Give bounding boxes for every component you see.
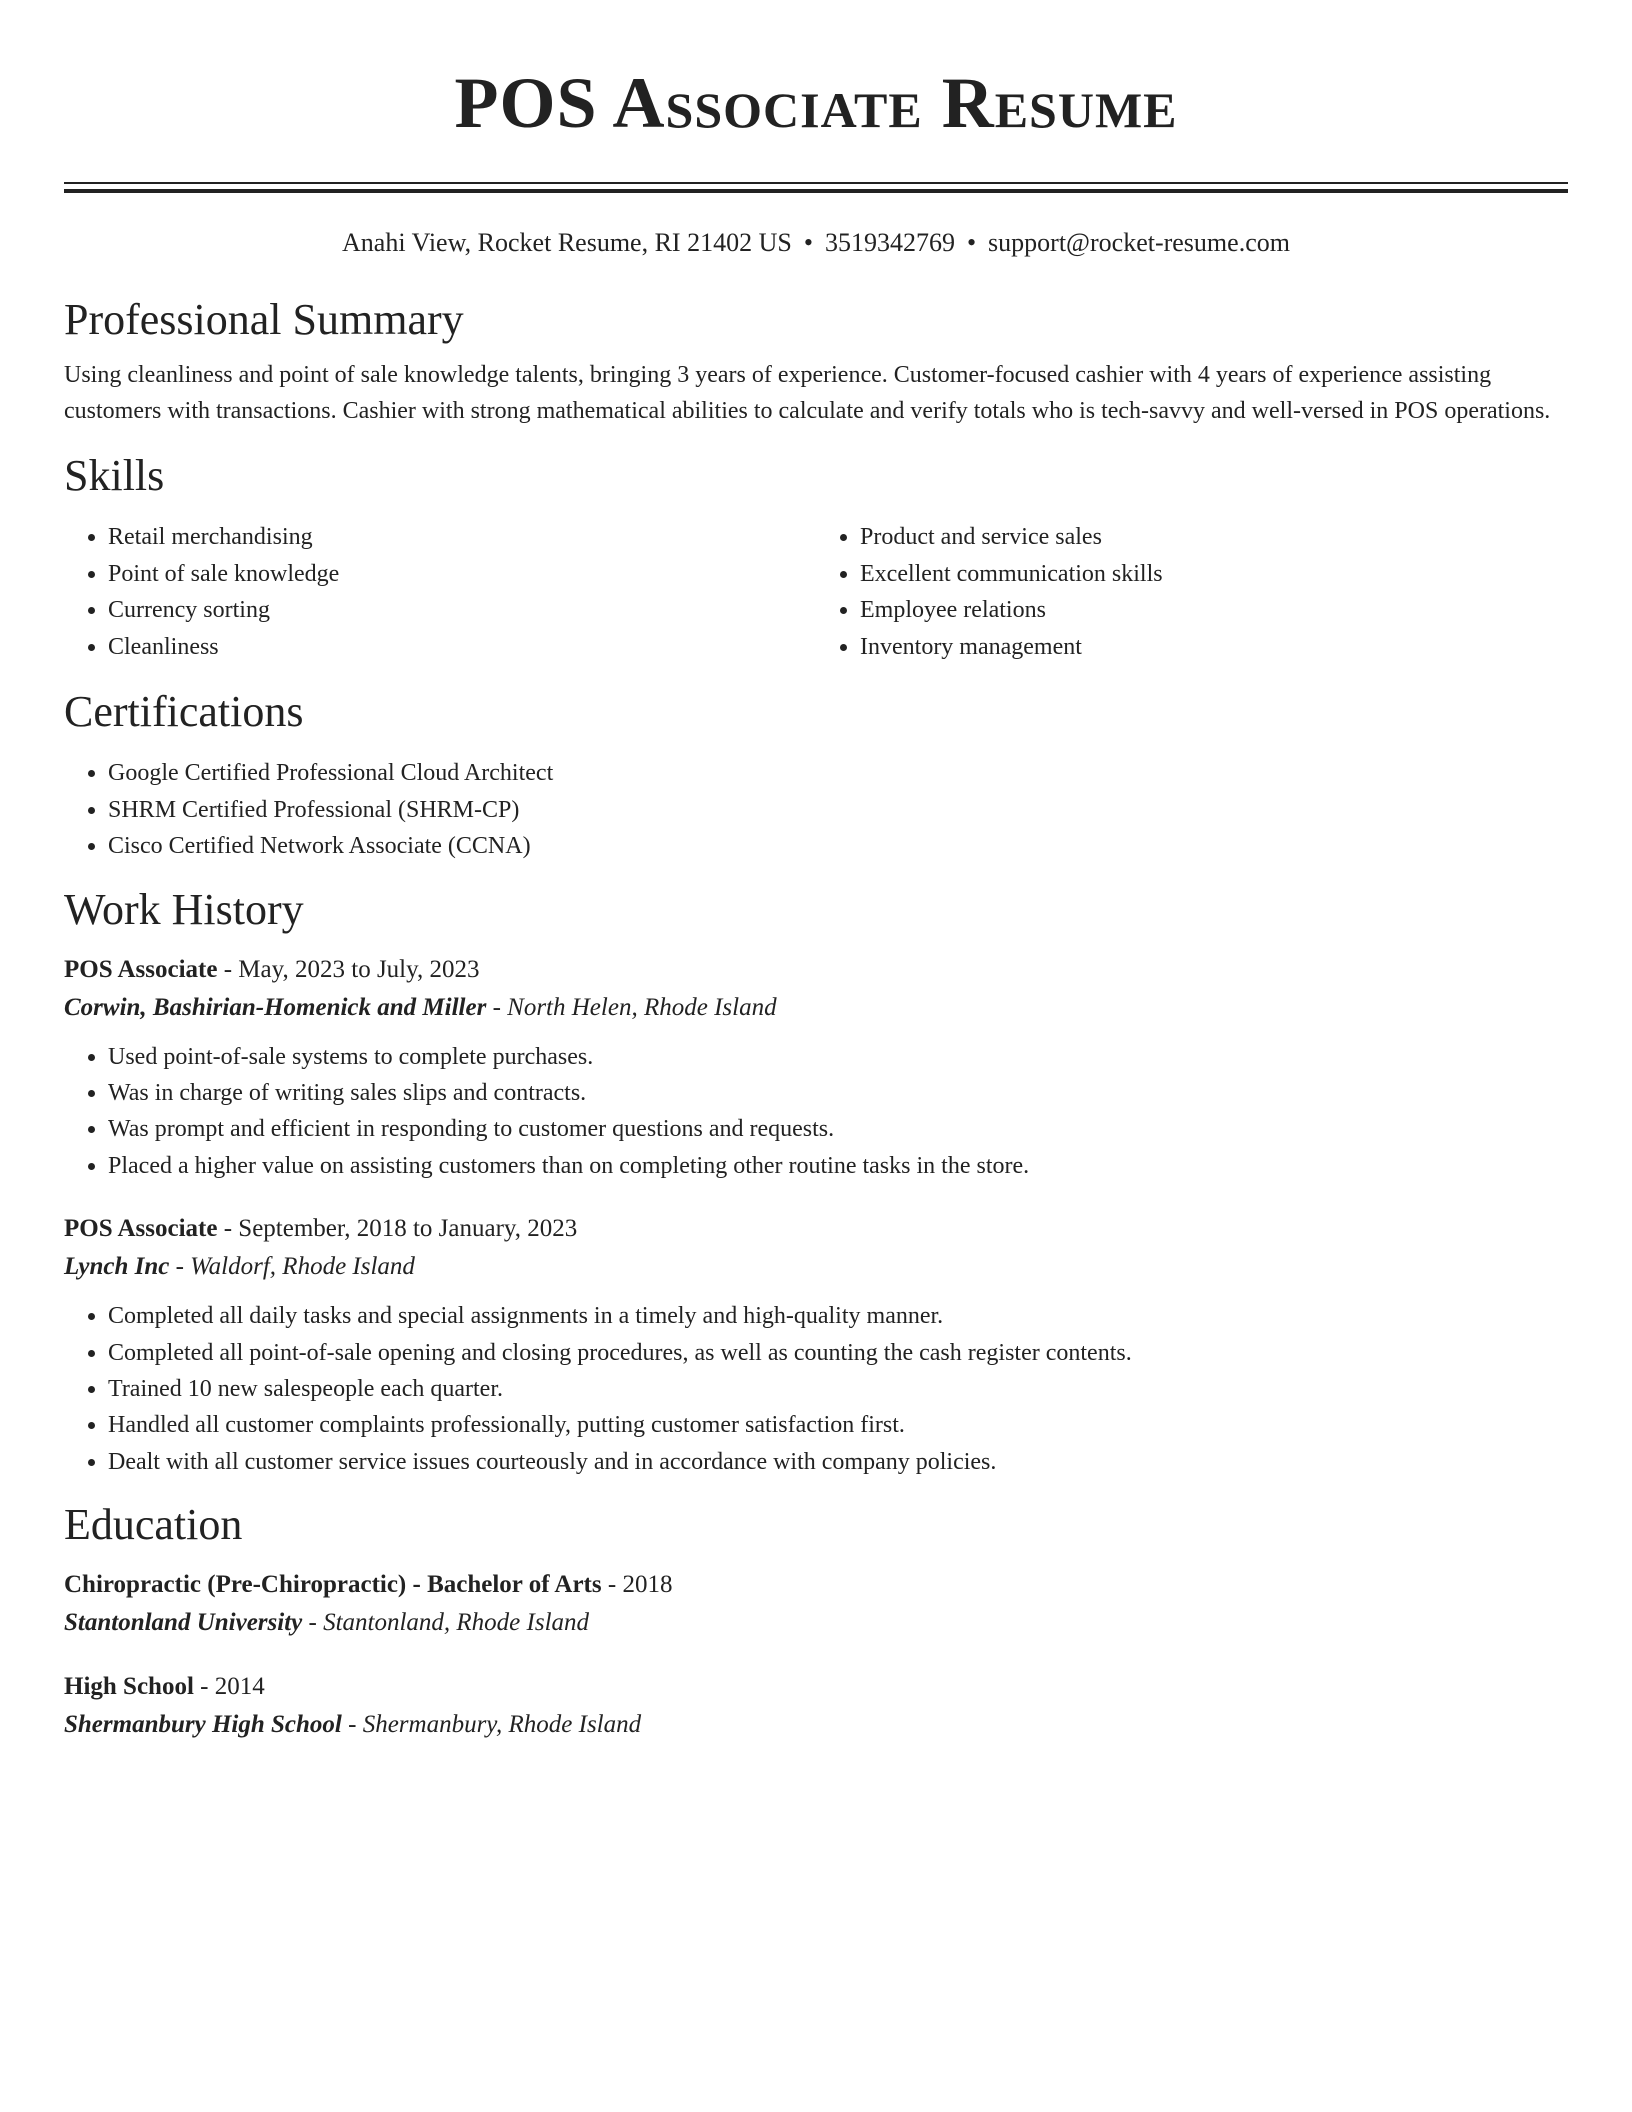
contact-separator: •: [966, 228, 977, 257]
job-location: Waldorf, Rhode Island: [190, 1253, 415, 1281]
job-duty-item: • Dealt with all customer service issues courteously and in accordance with company policies.: [108, 1444, 1568, 1480]
contact-phone: 3519342769: [824, 228, 955, 257]
skill-item: • Excellent communication skills: [860, 556, 1568, 593]
summary-section: [64, 293, 1568, 429]
job-duty-item: • Was in charge of writing sales slips and contracts.: [108, 1075, 1568, 1111]
education-degree-line: Chiropractic (Pre-Chiropractic) - Bachelor of Arts - 2018: [64, 1571, 673, 1599]
education-school-line: Stantonland University - Stantonland, Rhode Island: [64, 1609, 590, 1637]
job-title-line: POS Associate - September, 2018 to January, 2023: [64, 1215, 578, 1243]
job-duties-list: [64, 1039, 1568, 1185]
job-duty-item: • Placed a higher value on assisting customers than on completing other routine tasks in the store.: [108, 1148, 1568, 1184]
skill-item: • Inventory management: [860, 629, 1568, 666]
contact-separator: •: [803, 228, 813, 257]
education-entry: [64, 1668, 1568, 1744]
job-entry: [64, 951, 1568, 1185]
skills-left-list: [64, 519, 816, 665]
summary-text: Using cleanliness and point of sale knowledge talents, bringing 3 years of experience. Customer-focused cashier with 4 years of experience assisting customers with transactions. Cashier with strong mathematical abilities to calculate and verify totals who is tech-savvy and well-versed in POS operations.: [64, 362, 1551, 424]
job-title: POS Associate: [64, 1215, 218, 1243]
skills-section: [64, 449, 1568, 665]
certifications-heading: Certifications: [64, 687, 304, 736]
job-company-line: Corwin, Bashirian-Homenick and Miller - North Helen, Rhode Island: [64, 993, 777, 1021]
skill-item: • Product and service sales: [860, 519, 1568, 556]
work-history-section: [64, 883, 1568, 1481]
skills-right-list: [816, 519, 1568, 665]
skills-columns: [64, 519, 1568, 665]
resume-title: POS Associate Resume: [454, 63, 1178, 143]
job-dates: May, 2023 to July, 2023: [238, 955, 480, 983]
education-location: Shermanbury, Rhode Island: [362, 1711, 642, 1739]
contact-email: support@rocket-resume.com: [988, 228, 1290, 257]
job-duty-item: • Trained 10 new salespeople each quarter.: [108, 1371, 1568, 1407]
certification-item: • Google Certified Professional Cloud Architect: [108, 755, 1568, 792]
education-section: [64, 1498, 1568, 1744]
skill-item: • Retail merchandising: [108, 519, 816, 556]
summary-heading: Professional Summary: [64, 295, 464, 344]
contact-address: Anahi View, Rocket Resume, RI 21402 US: [342, 228, 792, 257]
skills-heading: Skills: [64, 451, 165, 500]
work-history-heading: Work History: [64, 884, 304, 934]
skill-item: • Point of sale knowledge: [108, 556, 816, 593]
job-company: Corwin, Bashirian-Homenick and Miller: [64, 993, 487, 1021]
skill-item: • Cleanliness: [108, 629, 816, 666]
certifications-list: [64, 755, 1568, 865]
education-school: Stantonland University: [64, 1609, 303, 1637]
job-company: Lynch Inc: [64, 1253, 170, 1281]
certifications-section: [64, 685, 1568, 865]
job-company-line: Lynch Inc - Waldorf, Rhode Island: [64, 1253, 415, 1281]
job-entry: [64, 1210, 1568, 1480]
education-school: Shermanbury High School: [64, 1711, 342, 1739]
contact-line: [64, 227, 1568, 259]
education-year: 2014: [214, 1673, 265, 1701]
education-degree: High School: [64, 1673, 194, 1701]
certification-item: • Cisco Certified Network Associate (CCNA): [108, 828, 1568, 865]
education-location: Stantonland, Rhode Island: [323, 1609, 590, 1637]
job-duties-list: [64, 1298, 1568, 1480]
education-heading: Education: [64, 1500, 243, 1550]
education-degree: Chiropractic (Pre-Chiropractic) - Bachelor of Arts: [64, 1571, 602, 1599]
job-title: POS Associate: [64, 955, 218, 983]
job-duty-item: • Completed all daily tasks and special assignments in a timely and high-quality manner.: [108, 1298, 1568, 1334]
education-school-line: Shermanbury High School - Shermanbury, Rhode Island: [64, 1711, 642, 1739]
education-entry: [64, 1566, 1568, 1642]
certification-item: • SHRM Certified Professional (SHRM-CP): [108, 792, 1568, 829]
job-duty-item: • Used point-of-sale systems to complete purchases.: [108, 1039, 1568, 1075]
title-divider: [64, 182, 1568, 193]
job-title-line: POS Associate - May, 2023 to July, 2023: [64, 955, 480, 983]
job-location: North Helen, Rhode Island: [507, 993, 777, 1021]
job-duty-item: • Was prompt and efficient in responding to customer questions and requests.: [108, 1111, 1568, 1147]
skill-item: • Employee relations: [860, 592, 1568, 629]
skill-item: • Currency sorting: [108, 592, 816, 629]
job-dates: September, 2018 to January, 2023: [238, 1215, 578, 1243]
education-degree-line: High School - 2014: [64, 1673, 265, 1701]
education-year: 2018: [622, 1571, 673, 1599]
job-duty-item: • Handled all customer complaints professionally, putting customer satisfaction first.: [108, 1407, 1568, 1443]
job-duty-item: • Completed all point-of-sale opening and closing procedures, as well as counting the cash register contents.: [108, 1335, 1568, 1371]
